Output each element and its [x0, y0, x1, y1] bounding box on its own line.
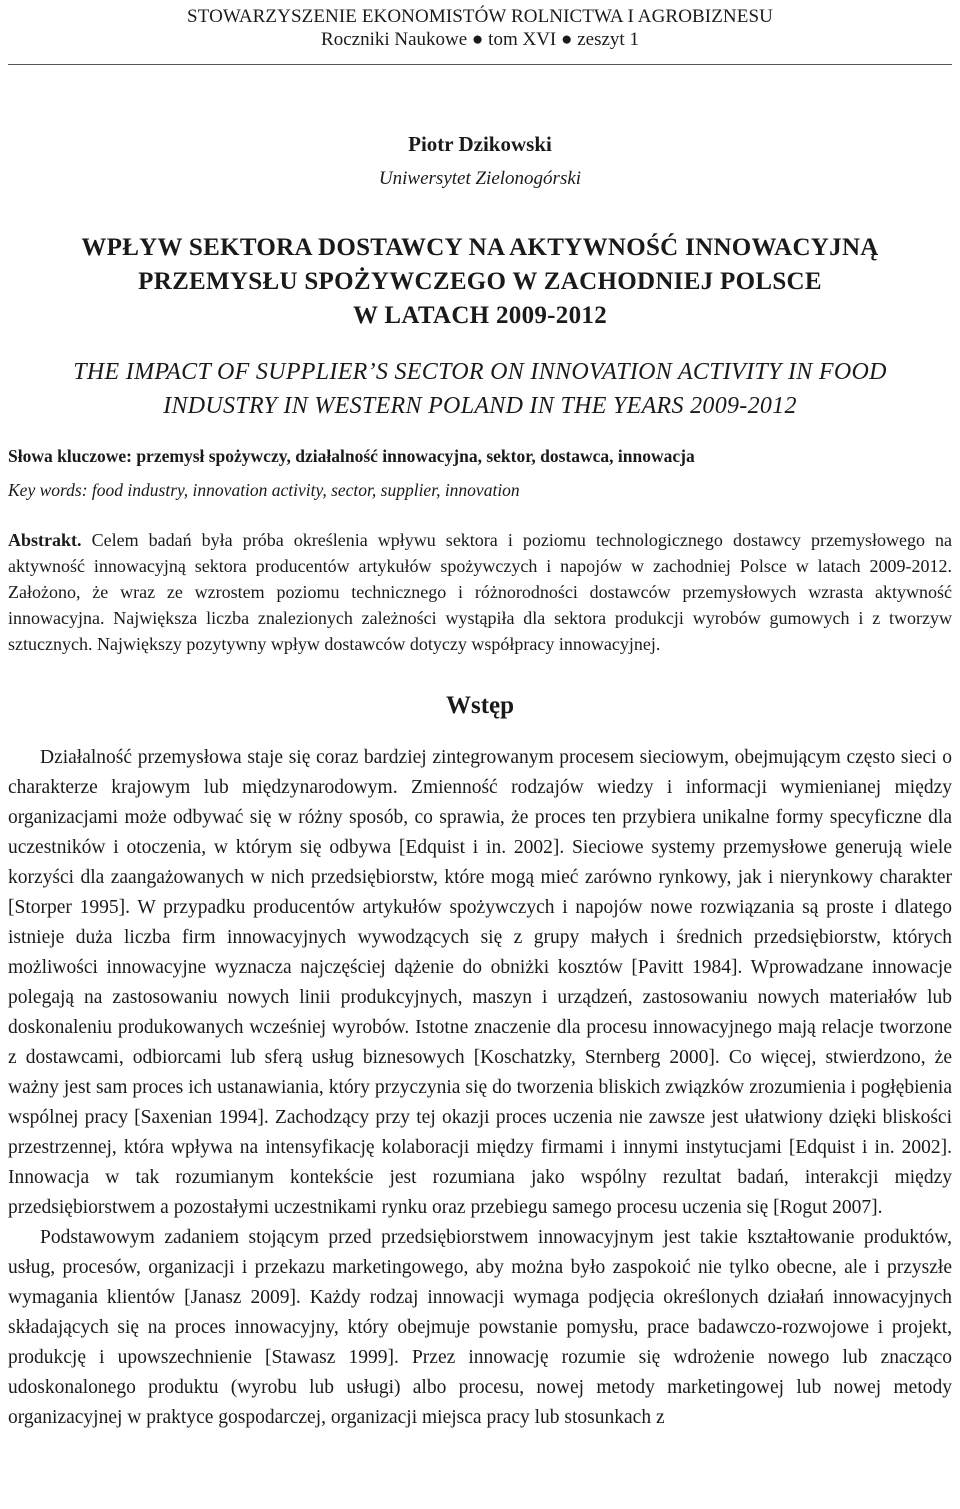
journal-series: Roczniki Naukowe ● tom XVI ● zeszyt 1	[321, 29, 639, 50]
title-polish	[8, 231, 952, 333]
title-polish-line: PRZEMYSŁU SPOŻYWCZEGO W ZACHODNIEJ POLSCE	[138, 268, 822, 295]
header-divider	[8, 64, 952, 65]
author-affiliation: Uniwersytet Zielonogórski	[378, 168, 582, 189]
title-english-line: THE IMPACT OF SUPPLIER’S SECTOR ON INNOVATION ACTIVITY IN FOOD	[73, 359, 887, 385]
title-english	[8, 355, 952, 423]
abstract-text: Celem badań była próba określenia wpływu sektora i poziomu technologicznego dostawcy przemysłowego na aktywność innowacyjną sektora producentów artykułów spożywczych i napojów w zachodniej Polsce w latach 2009-2012. Założono, że wraz ze wzrostem poziomu technicznego i różnorodności dostawców przemysłowych wzrasta aktywność innowacyjna. Największa liczba znalezionych zależności wystąpiła dla sektora produkcji wyrobów gumowych i z tworzyw sztucznych. Największy pozytywny wpływ dostawców dotyczy współpracy innowacyjnej.	[8, 530, 952, 654]
paper-page	[8, 0, 952, 1433]
keywords-english: Key words: food industry, innovation activity, sector, supplier, innovation	[8, 480, 520, 500]
body-paragraph: Podstawowym zadaniem stojącym przed przedsiębiorstwem innowacyjnym jest takie kształtowanie produktów, usług, procesów, organizacji i przekazu marketingowego, aby można było zaspokoić nie tylko obecne, ale i przyszłe wymagania klientów [Janasz 2009]. Każdy rodzaj innowacji wymaga podjęcia określonych działań innowacyjnych składających się na proces innowacyjny, który obejmuje powstanie pomysłu, prace badawczo-rozwojowe i projekt, produkcję i upowszechnienie [Stawasz 1999]. Przez innowację rozumie się wdrożenie nowego lub znacząco udoskonalonego produktu (wyrobu lub usługi) albo procesu, nowej metody marketingowej lub nowej metody organizacyjnej w praktyce gospodarczej, organizacji miejsca pracy lub stosunkach z	[8, 1227, 952, 1428]
author-name: Piotr Dzikowski	[408, 132, 552, 156]
keywords-polish: Słowa kluczowe: przemysł spożywczy, działalność innowacyjna, sektor, dostawca, innowacja	[8, 446, 695, 466]
section-heading: Wstęp	[445, 692, 515, 719]
society-name: STOWARZYSZENIE EKONOMISTÓW ROLNICTWA I AGROBIZNESU	[187, 6, 773, 27]
body-text	[8, 743, 952, 1433]
title-polish-line: WPŁYW SEKTORA DOSTAWCY NA AKTYWNOŚĆ INNOWACYJNĄ	[81, 234, 879, 261]
abstract	[8, 527, 952, 657]
title-polish-line: W LATACH 2009-2012	[352, 302, 608, 329]
journal-header	[8, 0, 952, 65]
body-paragraph: Działalność przemysłowa staje się coraz bardziej zintegrowanym procesem sieciowym, obejmującym często sieci o charakterze krajowym lub międzynarodowym. Zmienność rodzajów wiedzy i informacji wymienianej między organizacjami może odbywać się w różny sposób, co sprawia, że proces ten przybiera unikalne formy specyficzne dla uczestników i otoczenia, w którym się odbywa [Edquist i in. 2002]. Sieciowe systemy przemysłowe generują wiele korzyści dla zaangażowanych w nich przedsiębiorstw, które mogą mieć zarówno rynkowy, jak i nierynkowy charakter [Storper 1995]. W przypadku producentów artykułów spożywczych i napojów nowe rozwiązania są proste i dlatego istnieje duża liczba firm innowacyjnych wywodzących się z grupy małych i średnich przedsiębiorstw, których możliwości innowacyjne wyznacza najczęściej dążenie do obniżki kosztów [Pavitt 1984]. Wprowadzane innowacje polegają na zastosowaniu nowych linii produkcyjnych, maszyn i urządzeń, zastosowaniu nowych materiałów lub doskonaleniu produkowanych wcześniej wyrobów. Istotne znaczenie dla procesu innowacyjnego mają relacje tworzone z dostawcami, odbiorcami lub sferą usług biznesowych [Koschatzky, Sternberg 2000]. Co więcej, stwierdzono, że ważny jest sam proces ich ustanawiania, który przyczynia się do tworzenia bliskich związków zrozumienia i pogłębienia wspólnej pracy [Saxenian 1994]. Zachodzący przy tej okazji proces uczenia nie zawsze jest ułatwiony dzięki bliskości przestrzennej, która wpływa na intensyfikację kolaboracji między firmami i innymi instytucjami [Edquist i in. 2002]. Innowacja w tak rozumianym kontekście jest rozumiana jako wspólny rezultat badań, interakcji między przedsiębiorstwem a pozostałymi uczestnikami rynku oraz przebiegu samego procesu uczenia się [Rogut 2007].	[8, 747, 952, 1218]
title-english-line: INDUSTRY IN WESTERN POLAND IN THE YEARS 2009-2012	[163, 393, 797, 419]
abstract-label: Abstrakt.	[8, 530, 82, 550]
